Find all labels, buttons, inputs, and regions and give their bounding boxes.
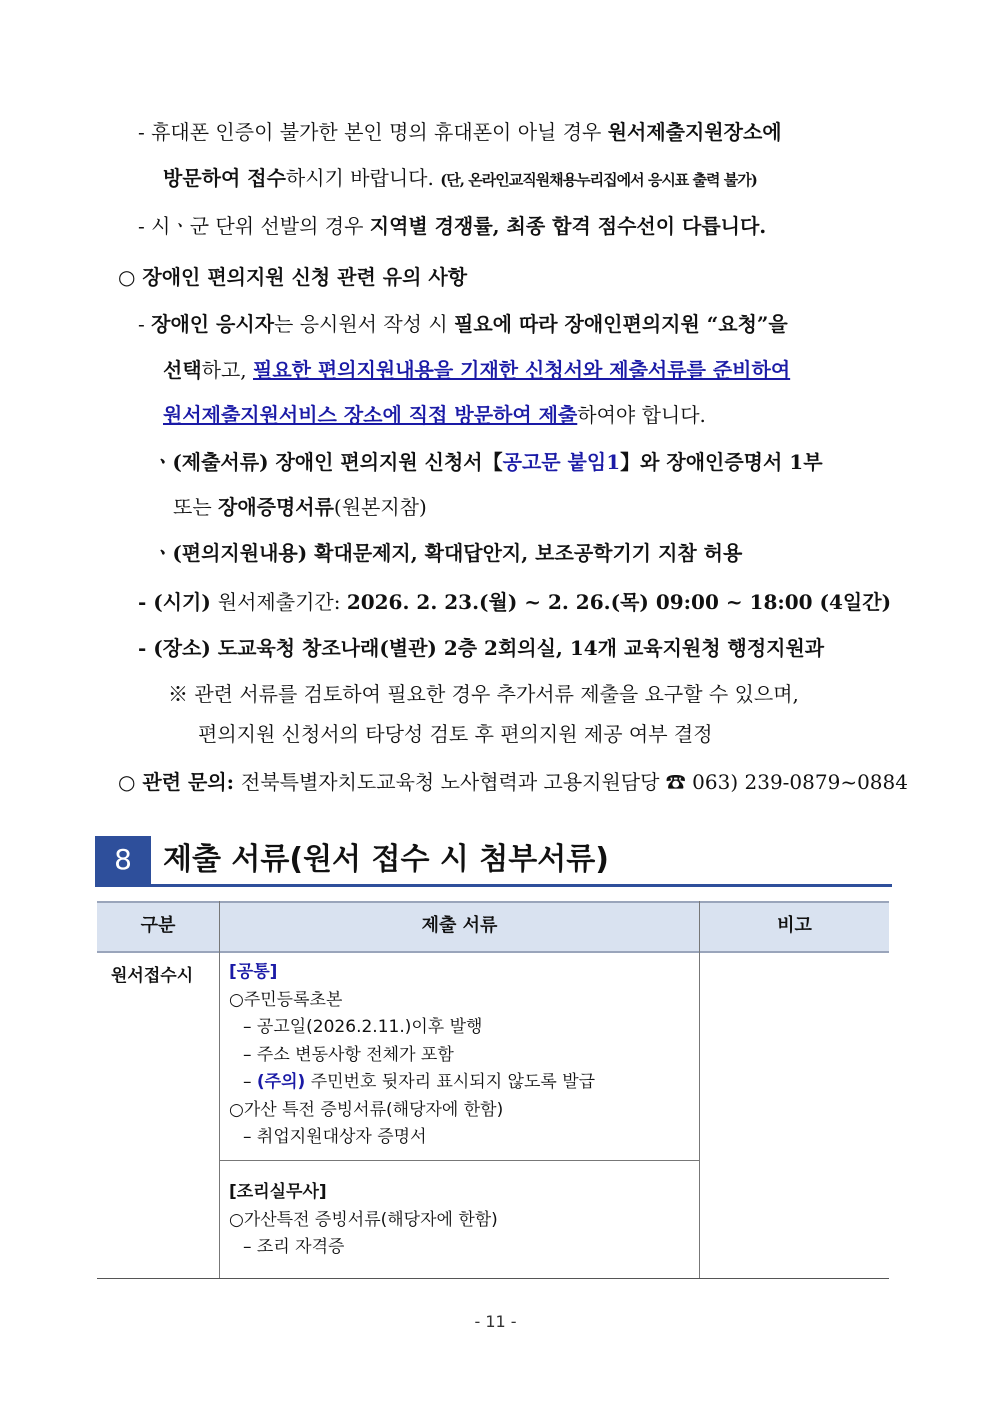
section-heading <box>95 836 892 888</box>
body-line <box>163 401 706 429</box>
text: 하시기 바랍니다. <box>285 166 441 190</box>
row-label: 원서접수시 <box>111 966 194 986</box>
divider <box>699 901 700 1279</box>
text: 또는 <box>173 495 218 519</box>
note: 편의지원 신청서의 타당성 검토 후 편의지원 제공 여부 결정 <box>198 722 713 746</box>
body-line <box>118 768 908 796</box>
note: ※ 관련 서류를 검토하여 필요한 경우 추가서류 제출을 요구할 수 있으며, <box>168 682 799 706</box>
text-bold: - (시기) <box>138 590 218 614</box>
divider <box>219 1160 699 1161</box>
section-rule <box>95 884 892 887</box>
table-header-remarks: 비고 <box>700 901 889 953</box>
warning-label: (주의) <box>256 1072 306 1092</box>
text-bold: 2026. 2. 23.(월) ~ 2. 26.(목) 09:00 ~ 18:00 (4일간) <box>346 590 892 614</box>
text: – <box>243 1072 257 1092</box>
list-item: ○주민등록초본 <box>229 989 343 1010</box>
text-bold-underlined: 원서제출지원서비스 장소에 직접 방문하여 제출 <box>163 403 578 427</box>
section-number: 8 <box>95 836 151 884</box>
text: (원본지참) <box>333 495 427 519</box>
body-line <box>138 118 782 146</box>
text-bold: 】와 <box>620 450 667 474</box>
section-title: 제출 서류(원서 접수 시 첨부서류) <box>163 842 609 877</box>
text-bold: - (장소) 도교육청 창조나래(별관) 2층 2회의실, 14개 교육지원청 행정지원과 <box>138 636 825 660</box>
divider <box>219 901 220 1279</box>
documents-table <box>97 901 889 1279</box>
table-header-category: 구분 <box>97 901 219 953</box>
text-bold: ○ 관련 문의: <box>118 770 242 794</box>
list-item: – 취업지원대상자 증명서 <box>243 1127 427 1147</box>
text-bold: 필요에 따라 장애인편의지원 “요청”을 <box>454 312 788 336</box>
body-line <box>138 212 766 240</box>
text: 하여야 합니다. <box>577 403 706 427</box>
doc-group-cook <box>229 1179 498 1262</box>
list-item <box>229 1069 595 1097</box>
text: 원서제출기간: <box>217 590 347 614</box>
body-line <box>118 263 467 291</box>
divider <box>97 1278 889 1279</box>
text-bold: ㆍ(제출서류) 장애인 편의지원 신청서【 <box>153 450 503 474</box>
text-bold: ㆍ(편의지원내용) 확대문제지, 확대답안지, 보조공학기기 지참 허용 <box>153 541 743 565</box>
text-bold-small: (단, 온라인교직원채용누리집에서 응시표 출력 불가) <box>440 171 757 189</box>
text-bold: 장애증명서류 <box>218 495 334 519</box>
body-line <box>138 310 788 338</box>
body-line <box>153 448 823 476</box>
text-bold: 선택 <box>163 358 202 382</box>
body-line <box>168 680 799 708</box>
list-item: – 조리 자격증 <box>243 1237 345 1257</box>
text: - 시ㆍ군 단위 선발의 경우 <box>138 214 370 238</box>
text: 주민번호 뒷자리 표시되지 않도록 발급 <box>305 1072 596 1092</box>
body-line <box>163 164 757 194</box>
text-bold-underlined: 필요한 편의지원내용을 기재한 신청서와 제출서류를 준비하여 <box>253 358 791 382</box>
body-line <box>138 634 824 662</box>
bullet-heading: ○ 장애인 편의지원 신청 관련 유의 사항 <box>118 265 468 289</box>
body-line <box>163 356 790 384</box>
list-item: ○가산특전 증빙서류(해당자에 한함) <box>229 1209 498 1230</box>
body-line <box>153 539 742 567</box>
text-bold: 방문하여 접수 <box>163 166 286 190</box>
text-bold: 장애인증명서 1부 <box>666 450 823 474</box>
list-item: ○가산 특전 증빙서류(해당자에 한함) <box>229 1099 504 1120</box>
doc-group-common <box>229 959 595 1152</box>
list-item: – 주소 변동사항 전체가 포함 <box>243 1044 454 1065</box>
page-number: - 11 - <box>474 1312 517 1331</box>
table-header-documents: 제출 서류 <box>220 901 699 953</box>
group-title: [조리실무사] <box>229 1182 327 1202</box>
list-item: – 공고일(2026.2.11.)이후 발행 <box>243 1017 483 1037</box>
text-bold: 장애인 응시자 <box>151 312 275 336</box>
body-line <box>198 720 713 748</box>
text-bold: 지역별 경쟁률, 최종 합격 점수선이 다릅니다. <box>369 214 767 238</box>
text: - <box>138 312 152 336</box>
text: - 휴대폰 인증이 불가한 본인 명의 휴대폰이 아닐 경우 <box>138 120 608 144</box>
text: 는 응시원서 작성 시 <box>274 312 455 336</box>
text: 하고, <box>201 358 253 382</box>
group-title: [공통] <box>229 962 278 982</box>
text-bold-blue: 공고문 붙임1 <box>502 450 621 474</box>
contact-text: 전북특별자치도교육청 노사협력과 고용지원담당 ☎ 063) 239-0879~0884 <box>241 770 908 794</box>
body-line <box>138 588 891 616</box>
body-line <box>173 493 427 521</box>
text-bold: 원서제출지원장소에 <box>607 120 782 144</box>
